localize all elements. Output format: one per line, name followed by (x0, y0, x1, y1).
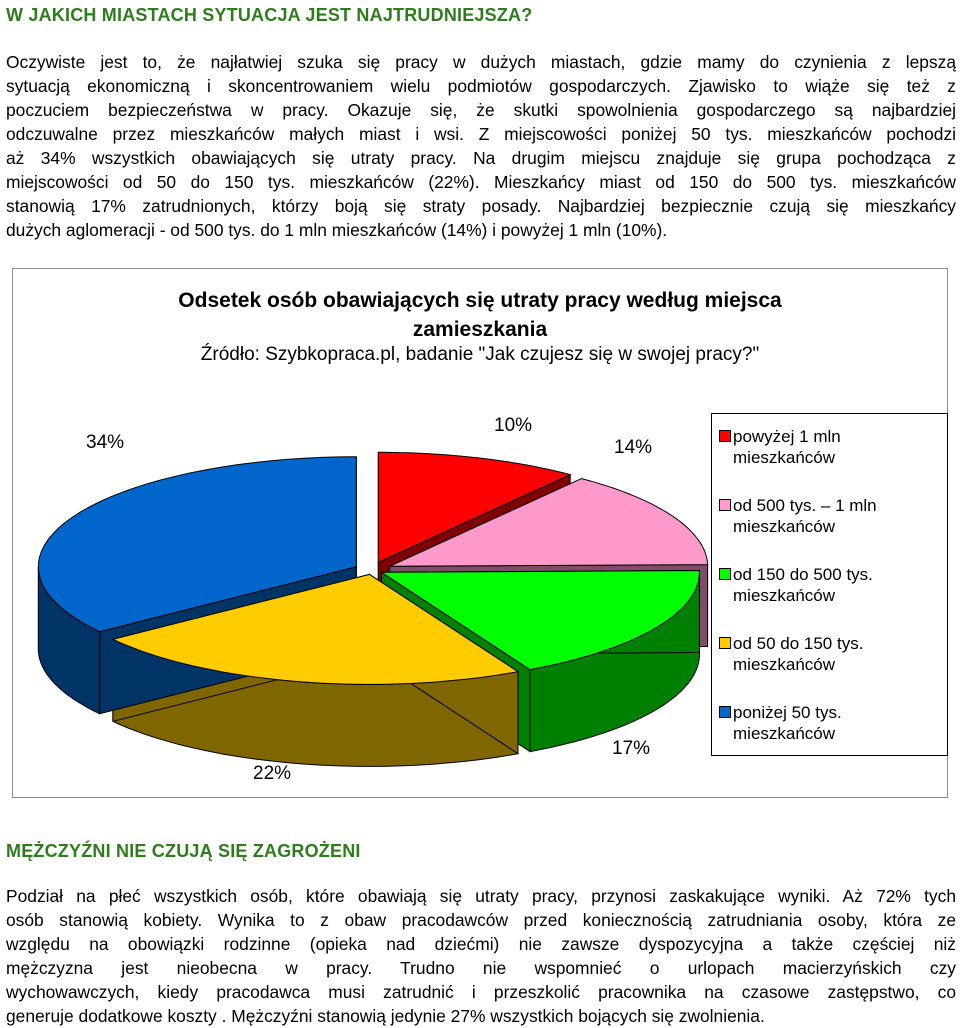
legend-swatch-blue (719, 706, 731, 718)
legend-label: mieszkańców (733, 517, 836, 536)
legend-swatch-yellow (719, 637, 731, 649)
legend-swatch-red (719, 430, 731, 442)
legend-item-150-500k (733, 564, 943, 606)
paragraph-line: mężczyzna jest nieobecna w pracy. Trudno nie wspomnieć o urlopach macierzyńskich czy (6, 958, 956, 978)
legend-label: mieszkańców (733, 586, 836, 605)
paragraph-line: osób stanowią kobiety. Wynika to z obaw pracodawców przed koniecznością zatrudniania osoby, która ze (6, 910, 956, 930)
paragraph-line: poczuciem bezpieczeństwa w pracy. Okazuje się, że skutki spowolnienia gospodarczego są najbardziej (6, 100, 956, 120)
paragraph-line: odczuwalne przez mieszkańców małych miast i wsi. Z miejscowości poniżej 50 tys. mieszkańców pochodzi (6, 124, 956, 144)
value-label-150-500k: 17% (612, 738, 651, 759)
value-label-over-1mln: 10% (494, 415, 533, 436)
chart-title-line1: Odsetek osób obawiających się utraty pracy według miejsca (178, 289, 782, 312)
legend-label: mieszkańców (733, 724, 836, 743)
value-label-below-50k: 34% (86, 432, 125, 453)
legend-label: mieszkańców (733, 655, 836, 674)
paragraph-line: względu na obowiązki rodzinne (opieka nad dziećmi) nie zawsze dyspozycyjna a także częściej niż (6, 934, 956, 954)
paragraph-line: stanowią 17% zatrudnionych, którzy boją się straty posady. Najbardziej bezpiecznie czują się mieszkańcy (6, 196, 956, 216)
paragraph-line: aż 34% wszystkich obawiających się utraty pracy. Na drugim miejscu znajduje się grupa pochodząca z (6, 148, 956, 168)
legend-item-over-1mln (733, 426, 943, 468)
value-label-500k-1mln: 14% (614, 437, 653, 458)
paragraph-line: sytuacją ekonomiczną i skoncentrowaniem wielu podmiotów gospodarczych. Zjawisko to wiąże się też z (6, 76, 956, 96)
paragraph-line: miejscowości od 50 do 150 tys. mieszkańców (22%). Mieszkańcy miast od 150 do 500 tys. mieszkańców (6, 172, 956, 192)
paragraph-line: generuje dodatkowe koszty . Mężczyźni stanowią jedynie 27% wszystkich bojących się zwolnienia. (6, 1006, 765, 1026)
legend-label: od 50 do 150 tys. (733, 634, 864, 653)
legend-label: poniżej 50 tys. (733, 703, 842, 722)
chart-subtitle: Źródło: Szybkopraca.pl, badanie "Jak czujesz się w swojej pracy?" (200, 344, 760, 365)
legend-swatch-pink (719, 499, 731, 511)
legend-item-below-50k (733, 702, 943, 744)
legend-label: powyżej 1 mln (733, 427, 841, 446)
paragraph-line: Podział na płeć wszystkich osób, które obawiają się utraty pracy, przynosi zaskakujące wyniki. Aż 72% tych (6, 886, 956, 906)
legend-item-500k-1mln (733, 495, 943, 537)
value-label-50-150k: 22% (253, 763, 292, 784)
legend-label: od 500 tys. – 1 mln (733, 496, 877, 515)
legend-item-50-150k (733, 633, 943, 675)
legend-label: od 150 do 500 tys. (733, 565, 873, 584)
legend-label: mieszkańców (733, 448, 836, 467)
section-heading-cities: W JAKICH MIASTACH SYTUACJA JEST NAJTRUDNIEJSZA? (6, 5, 533, 25)
chart-title-line2: zamieszkania (412, 318, 548, 341)
paragraph-line: dużych aglomeracji - od 500 tys. do 1 mln mieszkańców (14%) i powyżej 1 mln (10%). (6, 220, 668, 240)
legend-swatch-green (719, 568, 731, 580)
paragraph-line: Oczywiste jest to, że najłatwiej szuka się pracy w dużych miastach, gdzie mamy do czynienia z lepszą (6, 52, 956, 72)
section-heading-men: MĘŻCZYŹNI NIE CZUJĄ SIĘ ZAGROŻENI (6, 841, 361, 861)
paragraph-line: wychowawczych, kiedy pracodawca musi zatrudnić i przeszkolić pracownika na czasowe zastępstwo, co (6, 982, 956, 1002)
